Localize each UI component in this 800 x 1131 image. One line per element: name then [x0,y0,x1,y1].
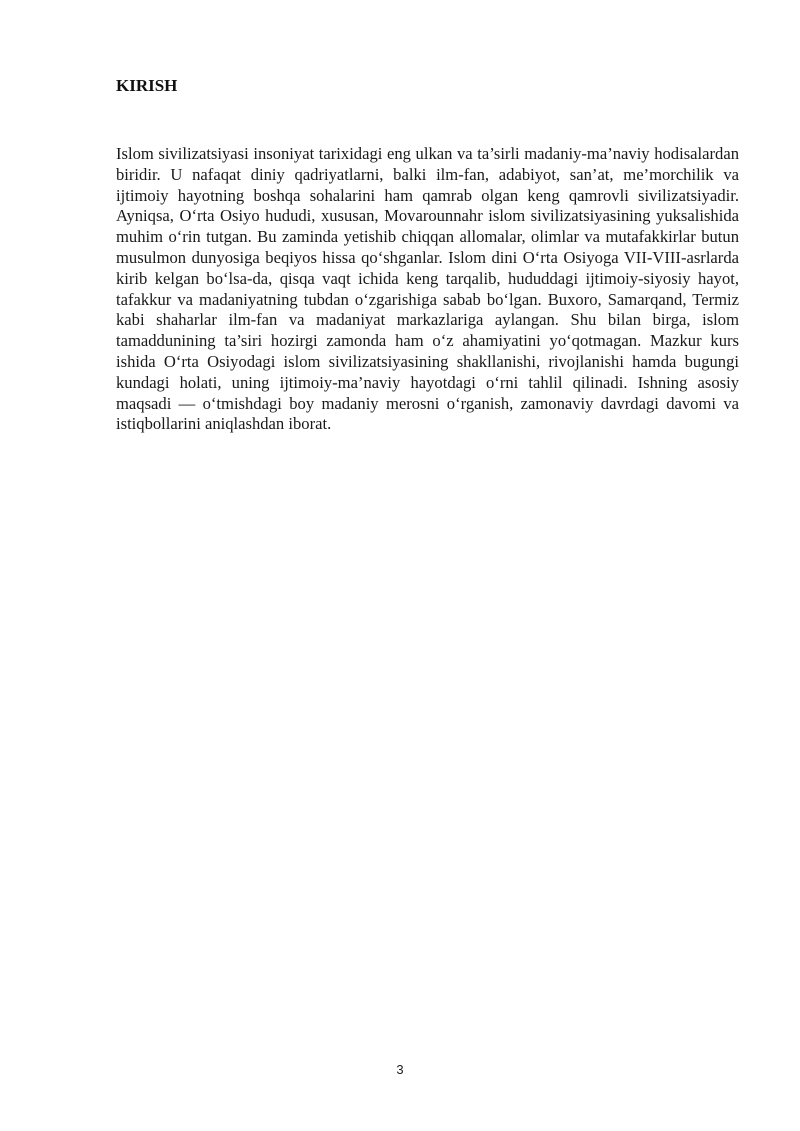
section-heading: KIRISH [116,76,178,95]
intro-paragraph: Islom sivilizatsiyasi insoniyat tarixidagi eng ulkan va ta’sirli madaniy-ma’naviy hodisalardan biridir. U nafaqat diniy qadriyatlarni, balki ilm-fan, adabiyot, san’at, me’morchilik va ijtimoiy hayotning boshqa sohalarini ham qamrab olgan keng qamrovli sivilizatsiyadir. Ayniqsa, O‘rta Osiyo hududi, xususan, Movarounnahr islom sivilizatsiyasining yuksalishida muhim o‘rin tutgan. Bu zaminda yetishib chiqqan allomalar, olimlar va mutafakkirlar butun musulmon dunyosiga beqiyos hissa qo‘shganlar. Islom dini O‘rta Osiyoga VII-VIII-asrlarda kirib kelgan bo‘lsa-da, qisqa vaqt ichida keng tarqalib, hududdagi ijtimoiy-siyosiy hayot, tafakkur va madaniyatning tubdan o‘zgarishiga sabab bo‘lgan. Buxoro, Samarqand, Termiz kabi shaharlar ilm-fan va madaniyat markazlariga aylangan. Shu bilan birga, islom tamaddunining ta’siri hozirgi zamonda ham o‘z ahamiyatini yo‘qotmagan. Mazkur kurs ishida O‘rta Osiyodagi islom sivilizatsiyasining shakllanishi, rivojlanishi hamda bugungi kundagi holati, uning ijtimoiy-ma’naviy hayotdagi o‘rni tahlil qilinadi. Ishning asosiy maqsadi — o‘tmishdagi boy madaniy merosni o‘rganish, zamonaviy davrdagi davomi va istiqbollarini aniqlashdan iborat. [116,144,739,434]
page-number: 3 [396,1062,404,1077]
